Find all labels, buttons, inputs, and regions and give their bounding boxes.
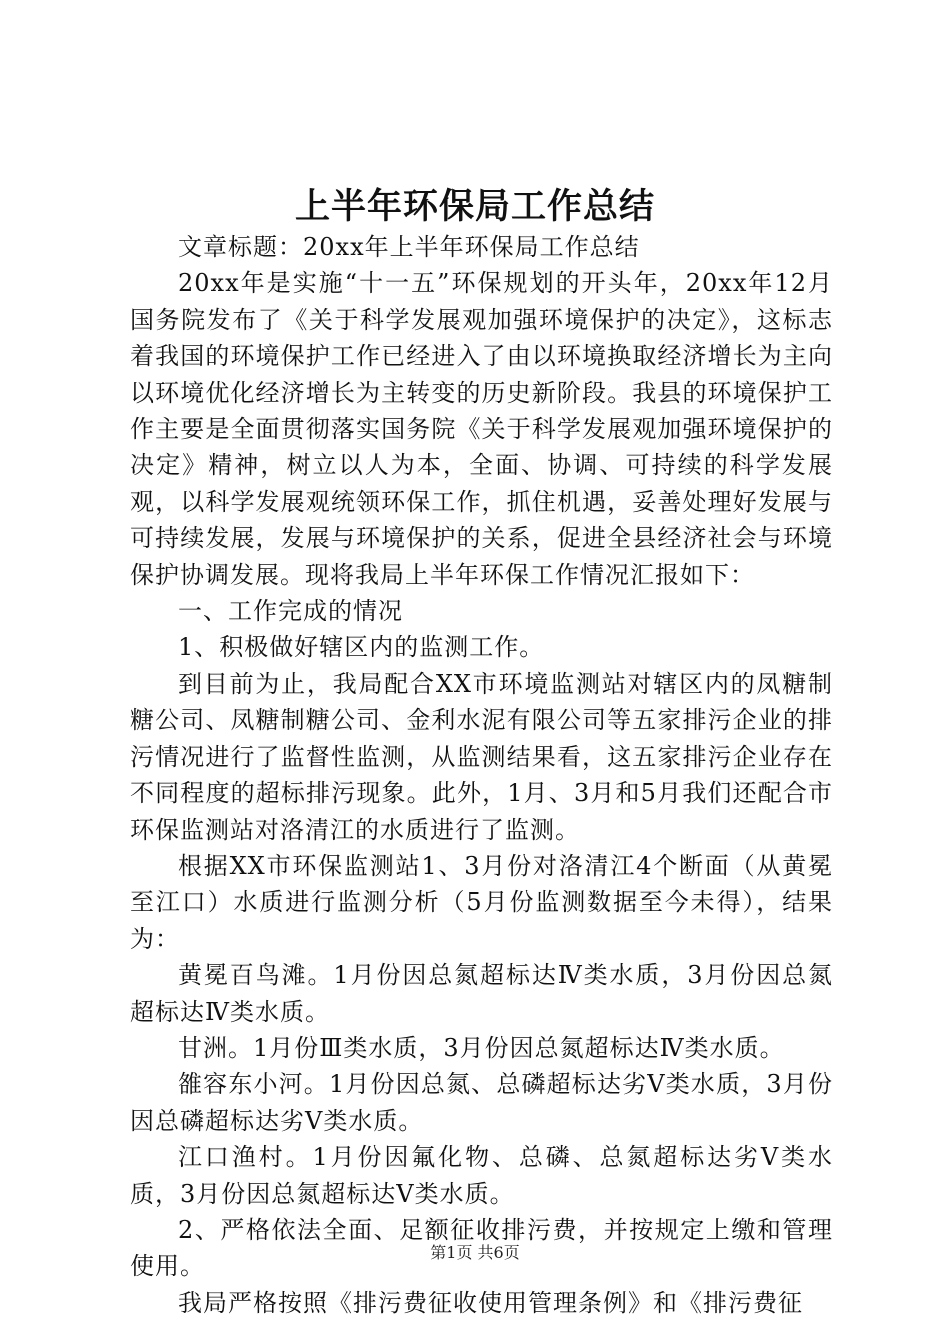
intro-paragraph: 20xx年是实施“十一五”环保规划的开头年，20xx年12月国务院发布了《关于科学发展观加强环境保护的决定》，这标志着我国的环境保护工作已经进入了由以环境换取经济增长为主向以环境优化经济增长为主转变的历史新阶段。我县的环境保护工作主要是全面贯彻落实国务院《关于科学发展观加强环境保护的决定》精神，树立以人为本，全面、协调、可持续的科学发展观，以科学发展观统领环保工作，抓住机遇，妥善处理好发展与可持续发展，发展与环境保护的关系，促进全县经济社会与环境保护协调发展。现将我局上半年环保工作情况汇报如下： — [130, 269, 833, 589]
body-paragraph: 甘洲。1月份Ⅲ类水质，3月份因总氮超标达Ⅳ类水质。 — [178, 1033, 785, 1062]
subsection-heading: 1、积极做好辖区内的监测工作。 — [178, 633, 545, 662]
document-title: 上半年环保局工作总结 — [294, 187, 655, 227]
body-paragraph: 雒容东小河。1月份因总氮、总磷超标达劣Ⅴ类水质，3月份因总磷超标达劣Ⅴ类水质。 — [130, 1070, 833, 1135]
body-paragraph: 根据XX市环保监测站1、3月份对洛清江4个断面（从黄冕至江口）水质进行监测分析（5月份监测数据至今未得），结果为： — [130, 851, 833, 953]
section-heading: 一、工作完成的情况 — [178, 597, 403, 626]
body-paragraph: 黄冕百鸟滩。1月份因总氮超标达Ⅳ类水质，3月份因总氮超标达Ⅳ类水质。 — [130, 961, 833, 1026]
document-body — [130, 229, 833, 1321]
body-paragraph: 我局严格按照《排污费征收使用管理条例》和《排污费征 — [178, 1288, 803, 1317]
subsection-heading: 2、严格依法全面、足额征收排污费，并按规定上缴和管理使用。 — [130, 1215, 833, 1281]
body-paragraph: 到目前为止，我局配合XX市环境监测站对辖区内的凤糖制糖公司、凤糖制糖公司、金利水泥有限公司等五家排污企业的排污情况进行了监督性监测，从监测结果看，这五家排污企业存在不同程度的超标排污现象。此外，1月、3月和5月我们还配合市环保监测站对洛清江的水质进行了监测。 — [130, 669, 833, 844]
body-paragraph: 江口渔村。1月份因氟化物、总磷、总氮超标达劣Ⅴ类水质，3月份因总氮超标达Ⅴ类水质。 — [130, 1143, 833, 1208]
article-title-line: 文章标题：20xx年上半年环保局工作总结 — [178, 233, 640, 261]
page-number-footer: 第1页 共6页 — [430, 1243, 520, 1262]
